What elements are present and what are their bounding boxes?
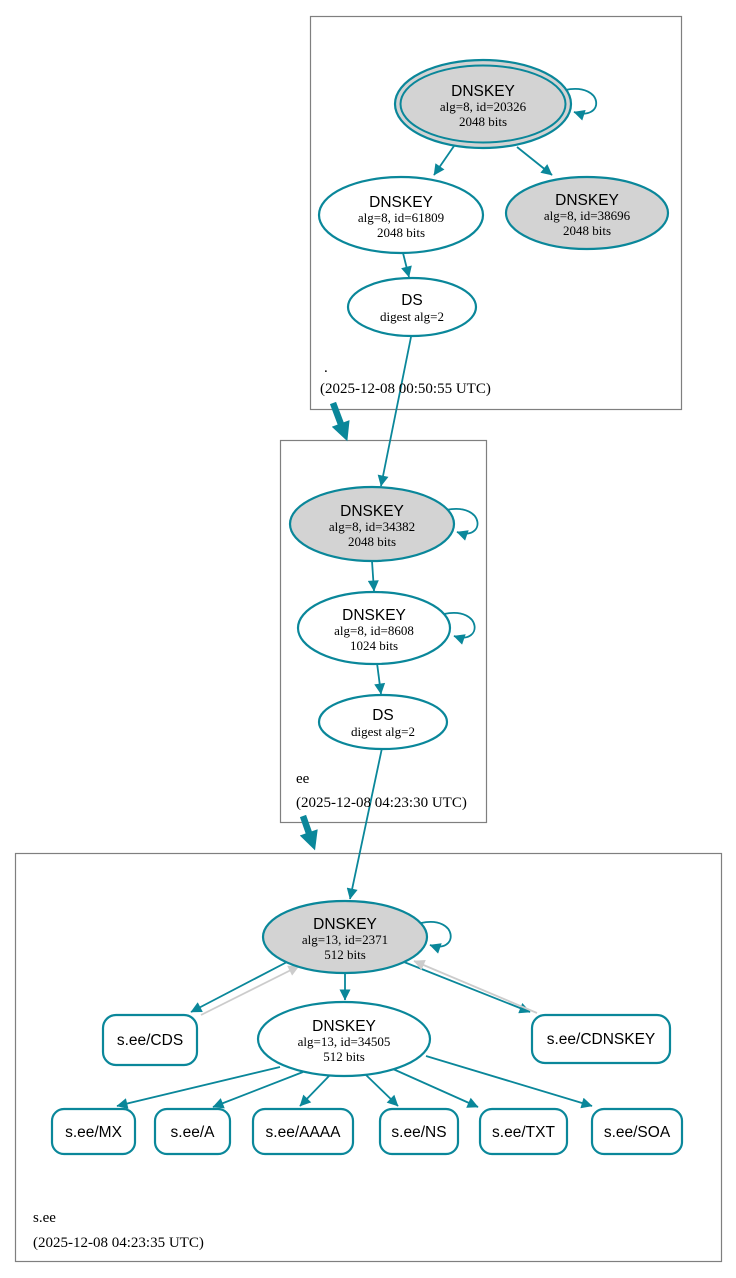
dnskey-8608-bits: 1024 bits <box>349 638 399 653</box>
dnskey-38696-detail: alg=8, id=38696 <box>543 208 631 223</box>
node-dnskey-2371-group <box>263 901 427 973</box>
node-see-a-group <box>155 1109 230 1154</box>
zone-timestamp-see: (2025-12-08 04:23:35 UTC) <box>33 1235 204 1251</box>
see-cdnskey-label: s.ee/CDNSKEY <box>546 1031 656 1048</box>
see-cds-label: s.ee/CDS <box>116 1032 184 1049</box>
node-see-txt-group <box>480 1109 567 1154</box>
node-see-cds-group <box>103 1015 197 1065</box>
root-ds-title: DS <box>401 292 423 309</box>
node-see-cdnskey-group <box>532 1015 670 1063</box>
dnskey-8608-detail: alg=8, id=8608 <box>334 623 414 638</box>
see-soa-label: s.ee/SOA <box>603 1124 671 1141</box>
dnskey-2371-detail: alg=13, id=2371 <box>301 932 389 947</box>
dnskey-2371-title: DNSKEY <box>313 916 377 933</box>
node-see-aaaa-group <box>253 1109 353 1154</box>
see-aaaa-label: s.ee/AAAA <box>265 1124 341 1141</box>
ee-ds-title: DS <box>372 707 394 724</box>
node-dnskey-34505-group <box>258 1002 430 1076</box>
root-ds-detail: digest alg=2 <box>379 309 445 324</box>
dnskey-34505-bits: 512 bits <box>323 1049 365 1064</box>
see-mx-label: s.ee/MX <box>65 1124 122 1141</box>
zone-label-ee: ee <box>296 771 310 787</box>
node-dnskey-38696-group <box>506 177 668 249</box>
dnskey-34382-title: DNSKEY <box>340 503 404 520</box>
dnskey-34382-detail: alg=8, id=34382 <box>328 519 416 534</box>
node-dnskey-34382-group <box>290 487 454 561</box>
dnskey-38696-bits: 2048 bits <box>562 223 612 238</box>
node-dnskey-8608-group <box>298 592 450 664</box>
see-ns-label: s.ee/NS <box>391 1124 447 1141</box>
dnskey-61809-title: DNSKEY <box>369 194 433 211</box>
dnskey-8608-title: DNSKEY <box>342 607 406 624</box>
zone-timestamp-ee: (2025-12-08 04:23:30 UTC) <box>296 795 467 811</box>
dnskey-61809-detail: alg=8, id=61809 <box>357 210 445 225</box>
see-a-label: s.ee/A <box>170 1124 215 1141</box>
dnskey-20326-bits: 2048 bits <box>458 114 508 129</box>
zone-timestamp-root: (2025-12-08 00:50:55 UTC) <box>320 381 491 397</box>
node-see-mx-group <box>52 1109 135 1154</box>
dnskey-38696-title: DNSKEY <box>555 192 619 209</box>
dnskey-20326-title: DNSKEY <box>451 83 515 100</box>
ee-ds-detail: digest alg=2 <box>350 724 416 739</box>
node-ee-ds-group <box>319 695 447 749</box>
node-dnskey-61809-group <box>319 177 483 253</box>
dnskey-2371-bits: 512 bits <box>324 947 366 962</box>
dnskey-34505-detail: alg=13, id=34505 <box>297 1034 391 1049</box>
node-see-ns-group <box>380 1109 458 1154</box>
dnskey-34505-title: DNSKEY <box>312 1018 376 1035</box>
node-root-ds-group <box>348 278 476 336</box>
node-dnskey-20326-group <box>395 60 571 148</box>
dnskey-61809-bits: 2048 bits <box>376 225 426 240</box>
zone-label-root: . <box>324 360 328 376</box>
zone-label-see: s.ee <box>33 1210 56 1226</box>
dnskey-20326-detail: alg=8, id=20326 <box>439 99 527 114</box>
node-see-soa-group <box>592 1109 682 1154</box>
see-txt-label: s.ee/TXT <box>492 1124 555 1141</box>
dnskey-34382-bits: 2048 bits <box>347 534 397 549</box>
